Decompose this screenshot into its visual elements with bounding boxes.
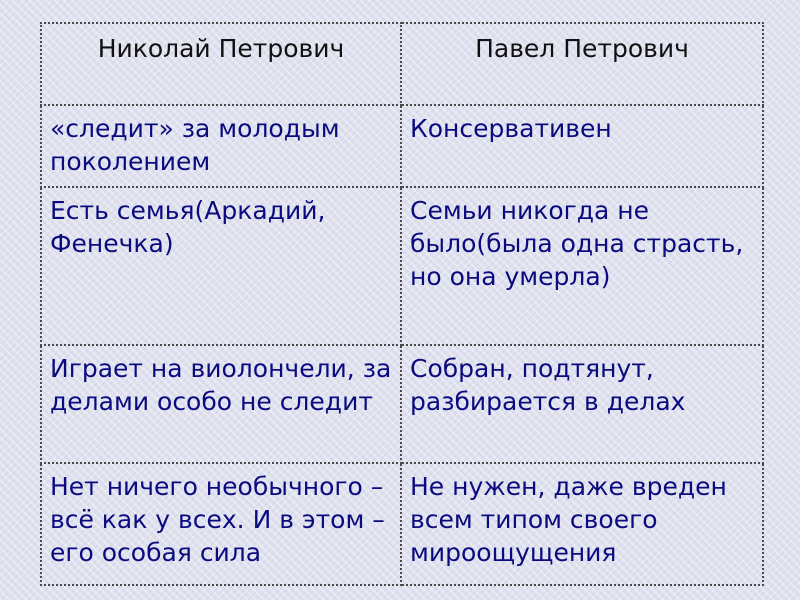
table-cell: Консервативен bbox=[401, 105, 763, 187]
table-cell: Есть семья(Аркадий, Фенечка) bbox=[41, 187, 401, 345]
table-cell: Играет на виолончели, за делами особо не следит bbox=[41, 345, 401, 463]
table-cell: Семьи никогда не было(была одна страсть, но она умерла) bbox=[401, 187, 763, 345]
table-cell: Нет ничего необычного – всё как у всех. И в этом – его особая сила bbox=[41, 463, 401, 585]
comparison-table bbox=[40, 22, 764, 586]
table-cell: Не нужен, даже вреден всем типом своего мироощущения bbox=[401, 463, 763, 585]
table-row bbox=[41, 463, 763, 585]
header-cell-pavel: Павел Петрович bbox=[401, 23, 763, 105]
table-row bbox=[41, 187, 763, 345]
table-cell: «следит» за молодым поколением bbox=[41, 105, 401, 187]
table-row bbox=[41, 345, 763, 463]
header-cell-nikolai: Николай Петрович bbox=[41, 23, 401, 105]
table-row bbox=[41, 105, 763, 187]
table-header-row bbox=[41, 23, 763, 105]
table-cell: Собран, подтянут, разбирается в делах bbox=[401, 345, 763, 463]
